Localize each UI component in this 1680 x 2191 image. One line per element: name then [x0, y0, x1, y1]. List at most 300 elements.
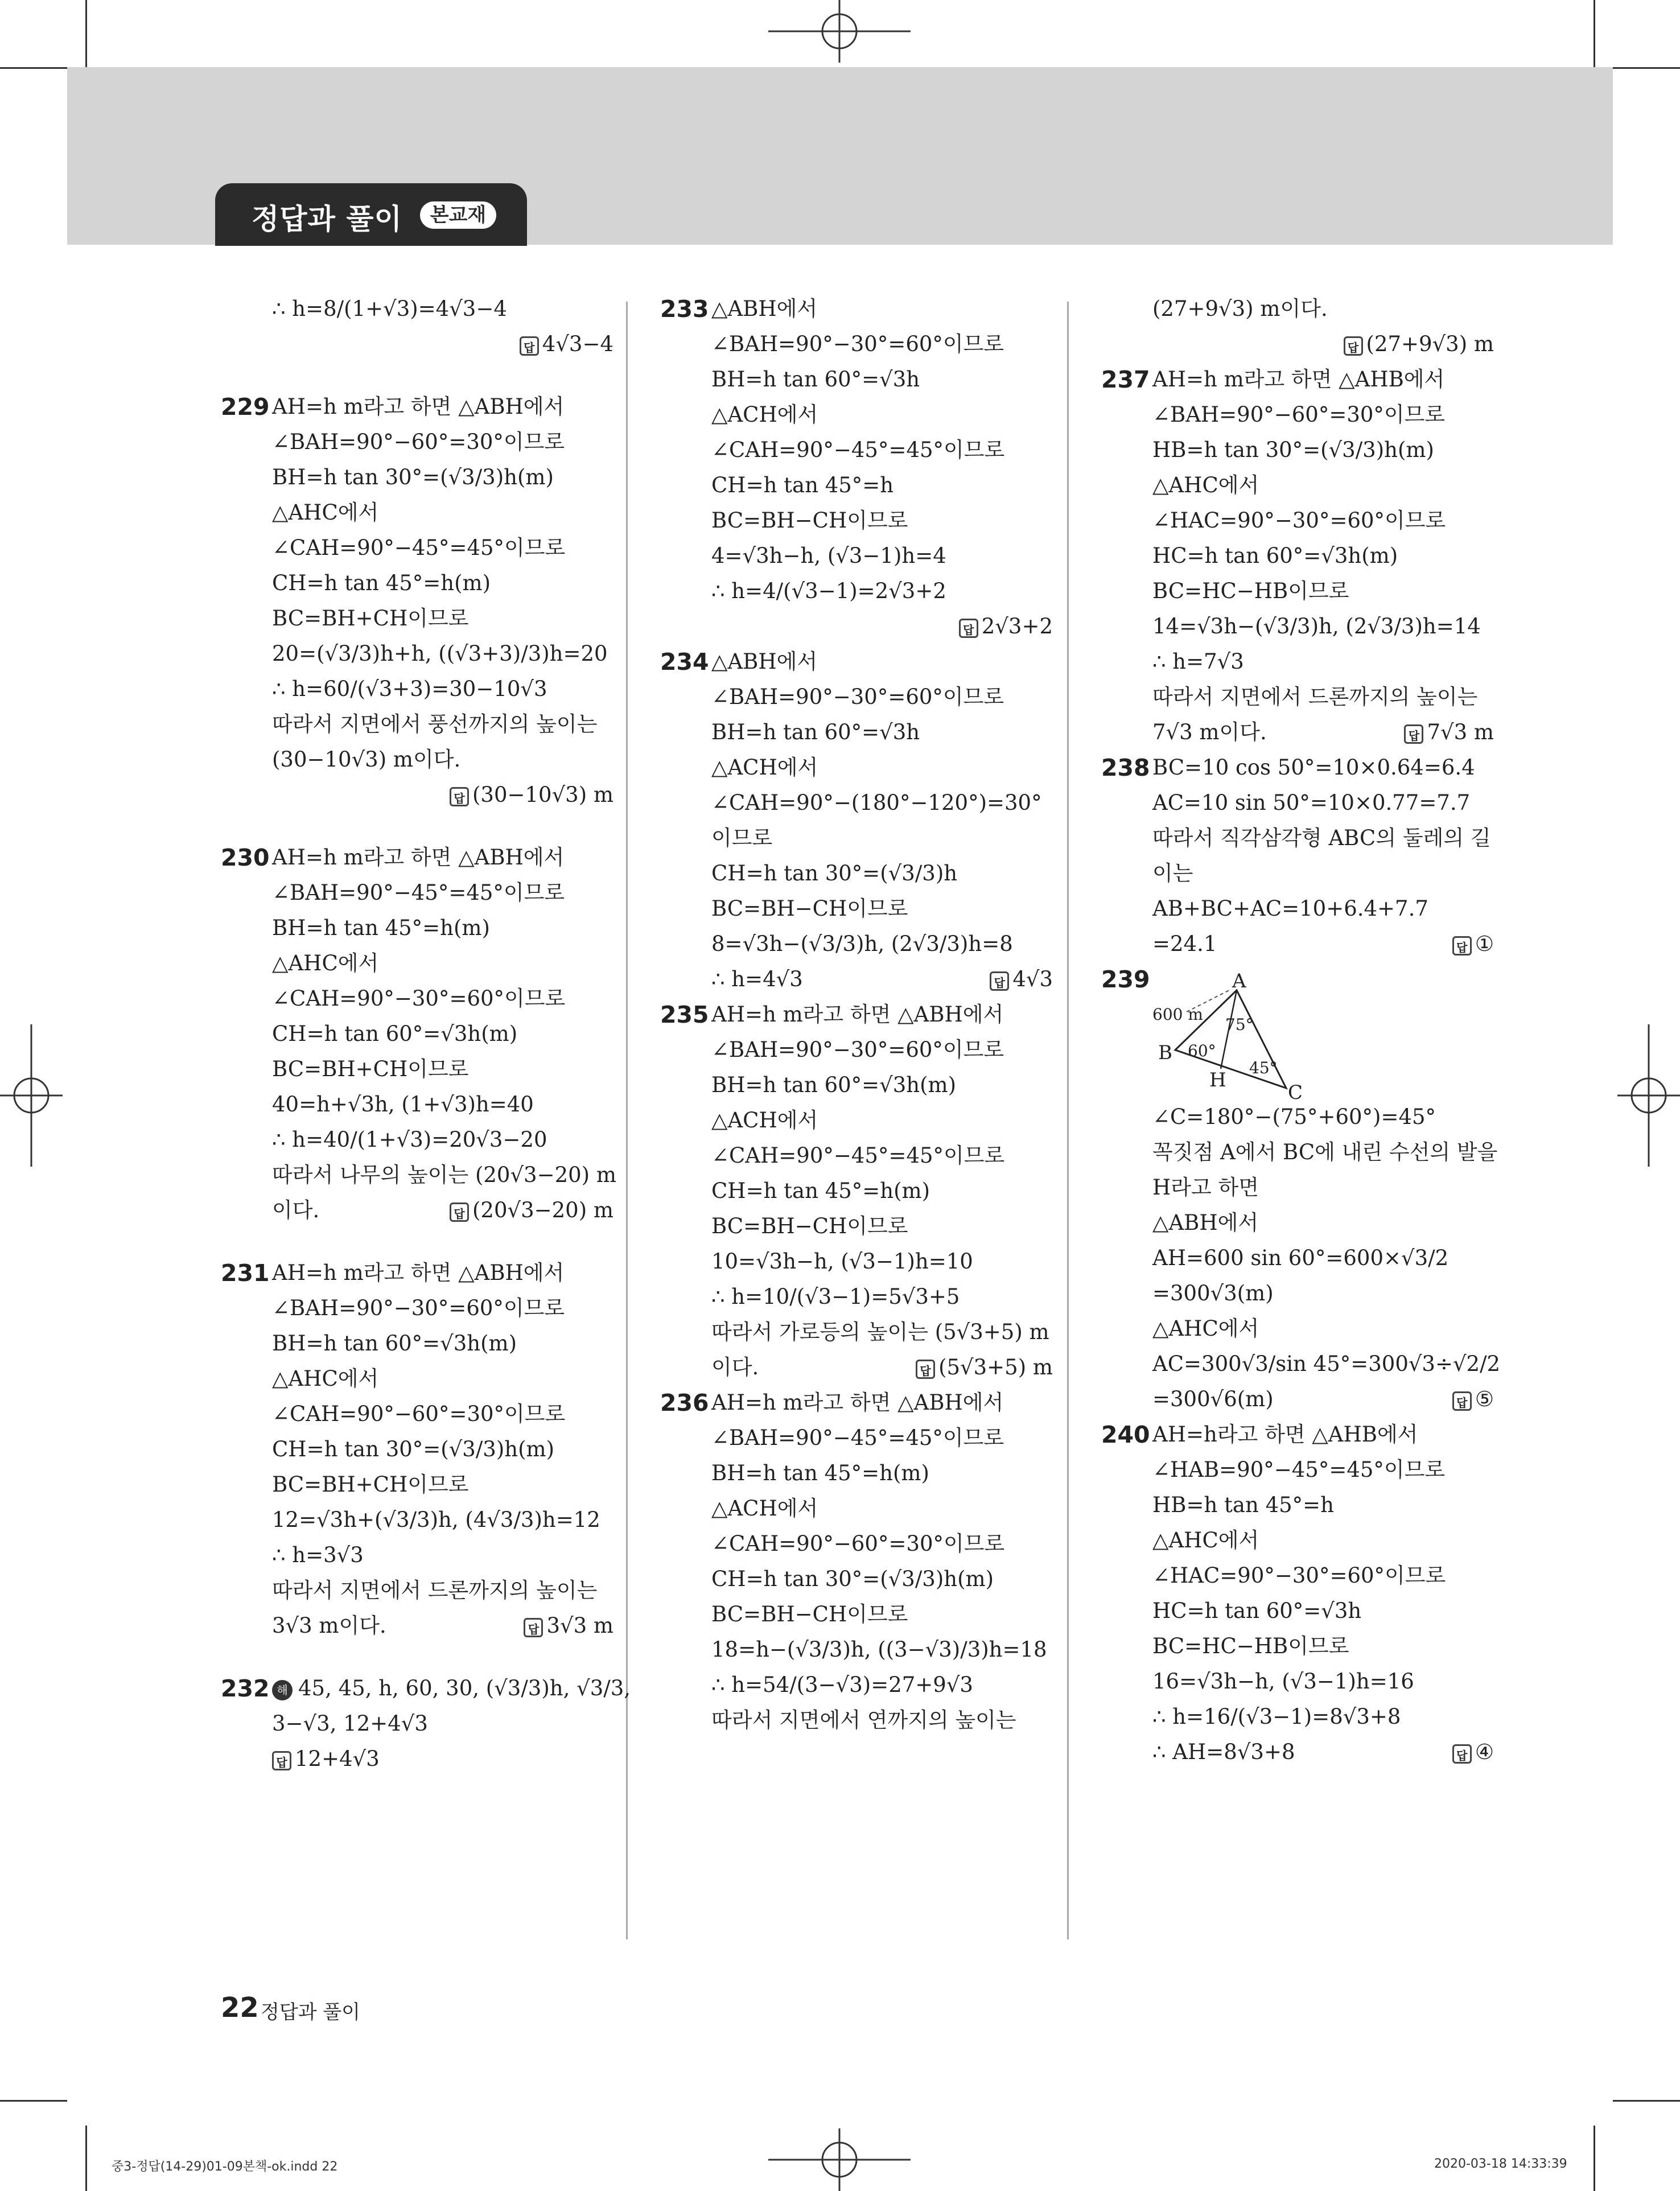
answer	[1344, 331, 1494, 357]
solution-line	[711, 402, 818, 428]
registration-mark-bottom	[768, 2128, 911, 2191]
problem-number: 238	[1101, 754, 1150, 781]
answer-text: 7√3 m	[1427, 720, 1494, 744]
problem-text	[711, 649, 817, 675]
line-text: ∠CAH=90°−60°=30°이므로	[272, 1402, 566, 1426]
line-text: ∠HAC=90°−30°=60°이므로	[1152, 1563, 1446, 1588]
problem-text	[711, 1390, 1003, 1416]
line-text: ∠BAH=90°−30°=60°이므로	[711, 1037, 1004, 1062]
line-text: ∴ h=3√3	[272, 1543, 364, 1567]
line-text: ∠BAH=90°−60°=30°이므로	[1152, 402, 1446, 427]
solution-line	[272, 296, 507, 322]
solution-line	[1152, 860, 1193, 887]
line-text: ∠C=180°−(75°+60°)=45°	[1152, 1105, 1436, 1129]
problem-text	[711, 1002, 1003, 1028]
line-text: 따라서 지면에서 드론까지의 높이는	[272, 1578, 598, 1603]
solution-line	[1152, 1280, 1274, 1307]
line-text: 3√3 m이다.	[272, 1613, 386, 1638]
solution-line	[1152, 1633, 1349, 1659]
line-text: △ACH에서	[711, 1108, 818, 1132]
line-text: ∠CAH=90°−(180°−120°)=30°	[711, 790, 1042, 815]
line-text: BC=BH+CH이므로	[272, 1472, 469, 1497]
line-text: 16=√3h−h, (√3−1)h=16	[1152, 1669, 1414, 1694]
crop-mark	[85, 2126, 87, 2191]
solution-line	[711, 508, 908, 534]
problem-number: 233	[660, 295, 709, 323]
answer	[524, 1613, 613, 1639]
answer-icon: 답	[1344, 336, 1363, 356]
problem-text	[272, 1260, 564, 1286]
solution-line	[1152, 1457, 1445, 1483]
solution-line	[711, 1496, 818, 1522]
line-text: CH=h tan 30°=(√3/3)h(m)	[272, 1437, 555, 1461]
solution-line	[272, 1507, 600, 1533]
answer	[1452, 1386, 1494, 1412]
figure-label: 60°	[1188, 1041, 1216, 1060]
solution-line	[272, 464, 554, 491]
problem-number: 239	[1101, 966, 1150, 993]
solution-line	[1152, 1386, 1274, 1412]
solution-line	[272, 1056, 468, 1082]
line-text: HB=h tan 45°=h	[1152, 1493, 1334, 1517]
line-text: CH=h tan 60°=√3h(m)	[272, 1022, 518, 1046]
problem-text	[272, 1675, 631, 1702]
line-text: 따라서 지면에서 드론까지의 높이는	[1152, 685, 1478, 709]
line-text: ∴ h=54/(3−√3)=27+9√3	[711, 1673, 973, 1697]
problem-text	[272, 845, 564, 871]
figure-label: B	[1158, 1041, 1172, 1064]
solution-line	[711, 1354, 759, 1381]
line-text: 8=√3h−(√3/3)h, (2√3/3)h=8	[711, 932, 1013, 956]
solution-line	[272, 711, 597, 738]
line-text: AH=h m라고 하면 △ABH에서	[272, 845, 565, 870]
line-text: HB=h tan 30°=(√3/3)h(m)	[1152, 438, 1434, 462]
problem-number: 237	[1101, 366, 1150, 393]
problem-number: 229	[221, 393, 270, 421]
solution-line	[1152, 578, 1349, 604]
answer-text: (30−10√3) m	[472, 782, 613, 807]
solution-line	[1152, 825, 1491, 851]
line-text: AH=h m라고 하면 △ABH에서	[711, 1002, 1004, 1027]
line-text: 3−√3, 12+4√3	[272, 1711, 428, 1736]
answer-icon: 답	[450, 787, 469, 806]
answer-icon: 답	[520, 336, 539, 356]
solution-line	[272, 500, 378, 526]
solution-line	[272, 1366, 378, 1392]
answer-icon: 답	[524, 1618, 543, 1637]
solution-line	[711, 1531, 1004, 1557]
figure-label: 75°	[1225, 1015, 1254, 1034]
solution-line	[272, 1197, 319, 1224]
answer-text: ①	[1475, 932, 1494, 956]
line-text: ∠BAH=90°−45°=45°이므로	[272, 880, 565, 905]
solution-line	[711, 896, 908, 922]
solution-line	[711, 931, 1013, 957]
answer-text: 3√3 m	[546, 1613, 613, 1638]
line-text: AC=10 sin 50°=10×0.77=7.7	[1152, 790, 1471, 815]
line-text: AH=600 sin 60°=600×√3/2	[1152, 1246, 1449, 1270]
solution-line	[1152, 1527, 1259, 1554]
page-number: 22	[221, 1992, 259, 2024]
line-text: 꼭짓점 A에서 BC에 내린 수선의 발을	[1152, 1140, 1498, 1164]
line-text: ∴ h=60/(√3+3)=30−10√3	[272, 677, 547, 701]
solution-line	[1152, 1669, 1414, 1695]
column-divider	[1067, 302, 1069, 1939]
line-text: △AHC에서	[272, 1366, 379, 1391]
figure-label: 600 m	[1152, 1005, 1203, 1024]
figure-label: A	[1232, 970, 1246, 992]
solution-line	[1152, 1104, 1436, 1130]
line-text: 따라서 직각삼각형 ABC의 둘레의 길	[1152, 826, 1491, 850]
line-text: ∴ h=8/(1+√3)=4√3−4	[272, 296, 507, 321]
solution-line	[1152, 1316, 1259, 1342]
answer-text: 4√3−4	[542, 332, 613, 356]
line-text: BH=h tan 45°=h(m)	[272, 916, 490, 940]
line-text: CH=h tan 45°=h	[711, 473, 894, 497]
solution-line	[711, 578, 946, 604]
answer-text: ⑤	[1475, 1387, 1494, 1411]
solution-line	[1152, 402, 1445, 428]
line-text: 12=√3h+(√3/3)h, (4√3/3)h=12	[272, 1508, 600, 1532]
line-text: BC=BH−CH이므로	[711, 896, 908, 921]
answer-text: (5√3+5) m	[938, 1355, 1053, 1379]
solution-line	[1152, 684, 1477, 710]
line-text: 이므로	[711, 826, 773, 850]
answer	[1404, 719, 1494, 746]
problem-text	[1152, 755, 1475, 781]
answer-icon: 답	[1404, 724, 1423, 744]
line-text: ∠CAH=90°−45°=45°이므로	[272, 536, 566, 560]
line-text: CH=h tan 30°=(√3/3)h(m)	[711, 1567, 994, 1591]
line-text: ∠BAH=90°−30°=60°이므로	[711, 685, 1004, 709]
answer	[959, 613, 1053, 640]
solution-line	[711, 437, 1004, 463]
solution-line	[711, 1637, 1047, 1663]
solution-line	[1152, 543, 1398, 569]
problem-number: 236	[660, 1389, 709, 1416]
line-text: 18=h−(√3/3)h, ((3−√3)/3)h=18	[711, 1637, 1047, 1662]
figure-label: C	[1288, 1081, 1303, 1104]
line-text: CH=h tan 30°=(√3/3)h	[711, 861, 958, 886]
crop-mark	[0, 67, 67, 69]
line-text: =24.1	[1152, 932, 1217, 956]
answer	[450, 1197, 613, 1224]
line-text: BH=h tan 60°=√3h(m)	[272, 1331, 517, 1356]
line-text: ∴ h=7√3	[1152, 649, 1244, 674]
line-text: BH=h tan 60°=√3h	[711, 367, 920, 392]
line-text: AH=h m라고 하면 △ABH에서	[272, 1261, 565, 1285]
solution-line	[272, 535, 565, 561]
line-text: ∠CAH=90°−45°=45°이므로	[711, 1143, 1005, 1168]
solution-line	[1152, 1245, 1448, 1271]
line-text: ∠BAH=90°−45°=45°이므로	[711, 1426, 1004, 1450]
figure-label: 45°	[1249, 1059, 1278, 1077]
solution-line	[1152, 508, 1446, 534]
solution-line	[1152, 1210, 1258, 1236]
line-text: BC=HC−HB이므로	[1152, 579, 1349, 603]
line-text: 10=√3h−h, (√3−1)h=10	[711, 1249, 973, 1274]
line-text: 4=√3h−h, (√3−1)h=4	[711, 543, 946, 568]
solution-line	[272, 1127, 547, 1153]
solution-line	[272, 1613, 386, 1639]
solution-line	[1152, 649, 1244, 675]
solution-line	[272, 641, 608, 667]
crop-mark	[1613, 2100, 1680, 2102]
solution-line	[711, 684, 1004, 710]
line-text: △ABH에서	[1152, 1210, 1259, 1235]
solution-line	[272, 1162, 616, 1188]
line-text: 이다.	[711, 1355, 759, 1379]
problem-number: 234	[660, 648, 709, 676]
line-text: AH=h m라고 하면 △ABH에서	[272, 394, 565, 419]
problem-text	[1152, 366, 1444, 393]
solution-line	[711, 1178, 930, 1204]
answer-text: 2√3+2	[981, 614, 1053, 639]
line-text: 7√3 m이다.	[1152, 720, 1267, 744]
line-text: H라고 하면	[1152, 1175, 1259, 1200]
solution-line	[1152, 613, 1481, 640]
solution-line	[1152, 790, 1470, 816]
problem-text	[272, 394, 564, 420]
solution-line	[272, 1021, 517, 1047]
solution-line	[1152, 1563, 1446, 1589]
line-text: △ACH에서	[711, 1496, 818, 1521]
line-text: △AHC에서	[272, 951, 379, 975]
timestamp-slug: 2020-03-18 14:33:39	[1434, 2157, 1567, 2171]
line-text: 14=√3h−(√3/3)h, (2√3/3)h=14	[1152, 614, 1481, 639]
answer-icon: 답	[450, 1202, 469, 1222]
solution-line	[1152, 472, 1259, 499]
solution-line	[272, 950, 378, 977]
solution-line	[272, 1331, 517, 1357]
answer-text: ④	[1475, 1740, 1494, 1764]
solution-line	[711, 1284, 960, 1310]
solution-line	[1152, 1492, 1334, 1518]
solution-line	[711, 719, 920, 746]
answer-icon: 답	[916, 1360, 935, 1379]
line-text: ∴ h=4√3	[711, 967, 803, 991]
solution-line	[711, 366, 920, 393]
problem-number: 235	[660, 1001, 709, 1028]
line-text: AH=h라고 하면 △AHB에서	[1152, 1422, 1418, 1447]
solution-line	[272, 915, 490, 941]
answer-text: 12+4√3	[295, 1747, 380, 1771]
line-text: △AHC에서	[1152, 473, 1259, 497]
solution-line	[272, 676, 547, 702]
line-text: 20=(√3/3)h+h, ((√3+3)/3)h=20	[272, 641, 608, 666]
line-text: BC=BH+CH이므로	[272, 606, 469, 631]
answer-text: 4√3	[1012, 967, 1053, 991]
solution-line	[1152, 1175, 1259, 1201]
line-text: ∴ AH=8√3+8	[1152, 1740, 1295, 1764]
line-text: ∴ h=4/(√3−1)=2√3+2	[711, 579, 946, 603]
solution-line	[272, 1295, 565, 1321]
line-text: ∴ h=16/(√3−1)=8√3+8	[1152, 1704, 1401, 1729]
registration-mark-top	[768, 0, 911, 63]
line-text: △ACH에서	[711, 402, 818, 427]
solve-icon: 해	[272, 1680, 293, 1700]
line-text: △AHC에서	[1152, 1528, 1259, 1552]
answer	[272, 1746, 380, 1772]
line-text: (27+9√3) m이다.	[1152, 296, 1328, 321]
figure-label: H	[1209, 1069, 1226, 1092]
line-text: BC=BH−CH이므로	[711, 1602, 908, 1626]
problem-number: 231	[221, 1259, 270, 1287]
line-text: 따라서 지면에서 풍선까지의 높이는	[272, 712, 598, 736]
line-text: ∴ h=40/(1+√3)=20√3−20	[272, 1127, 547, 1152]
footer-label: 정답과 풀이	[261, 2001, 361, 2024]
crop-mark	[1613, 67, 1680, 69]
line-text: 45, 45, h, 60, 30, (√3/3)h, √3/3,	[298, 1676, 631, 1700]
line-text: △ABH에서	[711, 296, 818, 321]
line-text: CH=h tan 45°=h(m)	[272, 571, 491, 595]
line-text: ∠CAH=90°−45°=45°이므로	[711, 438, 1005, 462]
crop-mark	[1593, 0, 1595, 67]
problem-text	[1152, 1422, 1418, 1448]
line-text: HC=h tan 60°=√3h(m)	[1152, 543, 1398, 568]
line-text: =300√3(m)	[1152, 1281, 1274, 1305]
solution-line	[1152, 1739, 1295, 1765]
solution-line	[272, 1092, 534, 1118]
problem-number: 230	[221, 844, 270, 871]
line-text: ∴ h=10/(√3−1)=5√3+5	[711, 1284, 960, 1309]
solution-line	[711, 1460, 929, 1486]
answer	[450, 782, 613, 808]
line-text: AC=300√3/sin 45°=300√3÷√2/2	[1152, 1352, 1501, 1376]
answer-icon: 답	[1452, 936, 1472, 956]
file-slug: 중3-정답(14-29)01-09본책-ok.indd 22	[112, 2160, 338, 2174]
line-text: BH=h tan 30°=(√3/3)h(m)	[272, 465, 554, 489]
line-text: BC=HC−HB이므로	[1152, 1634, 1349, 1658]
triangle-figure	[1152, 967, 1335, 1104]
answer-text: (27+9√3) m	[1366, 332, 1494, 356]
solution-line	[711, 543, 946, 569]
solution-line	[1152, 1704, 1401, 1730]
solution-line	[272, 1436, 554, 1463]
line-text: AB+BC+AC=10+6.4+7.7	[1152, 896, 1428, 921]
solution-line	[1152, 896, 1428, 922]
line-text: BC=BH+CH이므로	[272, 1057, 469, 1081]
header-badge: 본교재	[420, 201, 496, 229]
problem-number: 240	[1101, 1421, 1150, 1448]
solution-line	[272, 880, 565, 906]
answer	[1452, 1739, 1494, 1765]
line-text: 따라서 나무의 높이는 (20√3−20) m	[272, 1163, 616, 1187]
solution-line	[711, 1107, 818, 1134]
registration-mark-right	[1617, 1024, 1680, 1167]
line-text: BC=BH−CH이므로	[711, 1214, 908, 1238]
line-text: AH=h m라고 하면 △AHB에서	[1152, 367, 1445, 392]
crop-mark	[85, 0, 87, 67]
line-text: ∠BAH=90°−30°=60°이므로	[711, 332, 1004, 356]
solution-line	[711, 1672, 973, 1698]
answer-icon: 답	[1452, 1744, 1472, 1764]
solution-line	[1152, 1598, 1361, 1624]
solution-line	[711, 1213, 908, 1239]
line-text: △AHC에서	[272, 500, 379, 525]
line-text: BC=BH−CH이므로	[711, 508, 908, 533]
solution-line	[711, 1143, 1004, 1169]
line-text: BH=h tan 45°=h(m)	[711, 1461, 929, 1485]
solution-line	[1152, 1351, 1500, 1377]
line-text: 이다.	[272, 1198, 320, 1222]
line-text: △ACH에서	[711, 755, 818, 780]
answer	[520, 331, 613, 357]
line-text: BH=h tan 60°=√3h(m)	[711, 1073, 957, 1097]
solution-line	[272, 1401, 565, 1427]
solution-line	[272, 1542, 364, 1568]
solution-line	[711, 966, 803, 992]
page-title: 정답과 풀이	[252, 203, 402, 236]
solution-line	[1152, 719, 1267, 746]
solution-line	[711, 1425, 1004, 1451]
solution-line	[711, 1072, 956, 1098]
solution-line	[1152, 1139, 1497, 1165]
solution-line	[711, 1249, 973, 1275]
line-text: ∠BAH=90°−30°=60°이므로	[272, 1296, 565, 1320]
solution-line	[272, 1711, 428, 1737]
answer	[990, 966, 1053, 992]
solution-line	[711, 1566, 994, 1592]
line-text: ∠BAH=90°−60°=30°이므로	[272, 430, 565, 454]
line-text: BH=h tan 60°=√3h	[711, 720, 920, 744]
solution-line	[711, 1707, 1016, 1733]
answer-icon: 답	[272, 1751, 291, 1770]
solution-line	[711, 755, 818, 781]
line-text: 이는	[1152, 861, 1193, 886]
registration-mark-left	[0, 1024, 63, 1167]
crop-mark	[1593, 2126, 1595, 2191]
solution-line	[1152, 296, 1328, 322]
problem-text	[711, 296, 817, 322]
solution-line	[272, 570, 491, 596]
solution-line	[711, 790, 1042, 816]
line-text: ∠CAH=90°−30°=60°이므로	[272, 986, 566, 1011]
solution-line	[272, 606, 468, 632]
solution-line	[272, 747, 460, 773]
problem-number: 232	[221, 1675, 270, 1702]
solution-line	[272, 986, 565, 1012]
solution-line	[711, 1037, 1004, 1063]
solution-line	[711, 1319, 1049, 1345]
line-text: =300√6(m)	[1152, 1387, 1274, 1411]
solution-line	[711, 825, 772, 851]
line-text: ∠CAH=90°−60°=30°이므로	[711, 1531, 1005, 1556]
line-text: (30−10√3) m이다.	[272, 747, 461, 772]
solution-line	[272, 1472, 468, 1498]
answer	[1452, 931, 1494, 957]
solution-line	[272, 429, 565, 455]
solution-line	[711, 472, 893, 499]
answer-text: (20√3−20) m	[472, 1198, 613, 1222]
line-text: HC=h tan 60°=√3h	[1152, 1599, 1362, 1623]
answer-icon: 답	[1452, 1391, 1472, 1411]
solution-line	[711, 860, 957, 887]
line-text: ∠HAC=90°−30°=60°이므로	[1152, 508, 1446, 533]
crop-mark	[0, 2100, 67, 2102]
solution-line	[272, 1578, 597, 1604]
line-text: 40=h+√3h, (1+√3)h=40	[272, 1092, 534, 1117]
answer	[916, 1354, 1053, 1381]
line-text: 따라서 가로등의 높이는 (5√3+5) m	[711, 1320, 1049, 1344]
solution-line	[711, 1601, 908, 1628]
answer-icon: 답	[959, 619, 978, 638]
line-text: CH=h tan 45°=h(m)	[711, 1179, 930, 1203]
line-text: 따라서 지면에서 연까지의 높이는	[711, 1708, 1016, 1732]
line-text: ∠HAB=90°−45°=45°이므로	[1152, 1457, 1446, 1482]
answer-icon: 답	[990, 971, 1009, 991]
solution-line	[1152, 931, 1217, 957]
